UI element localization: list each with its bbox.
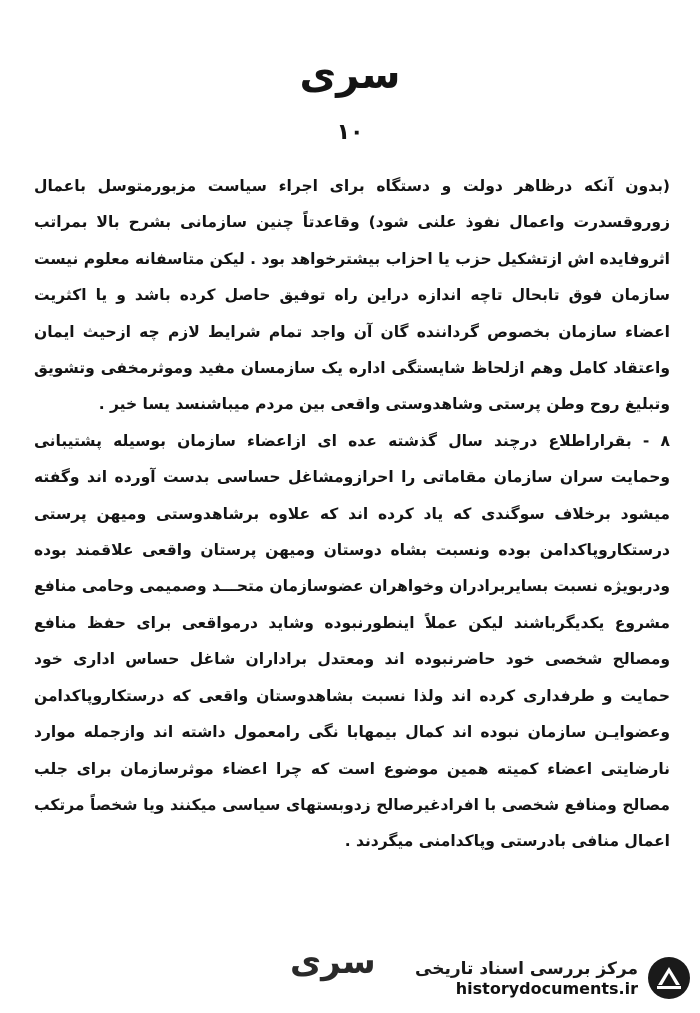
classification-mark-bottom: سری: [290, 942, 376, 982]
document-body: [34, 168, 670, 860]
watermark-text: [415, 959, 638, 998]
archive-watermark: [415, 955, 692, 1001]
paragraph-continued: (بدون آنکه درظاهر دولت و دستگاه برای اجراء سیاست مزبورمتوسل باعمال زوروقسدرت واعمال نفوذ علنی شود) وقاعدتاً چنین سازمانی بشرح بالا بمراتب اثروفایده اش ازتشکیل حزب یا احزاب بیشترخواهد بود . لیکن متاسفانه معلوم نیست سازمان فوق تابحال تاچه اندازه دراین راه توفیق حاصل کرده باشد و یا اکثریت اعضاء سازمان بخصوص گرداننده گان آن واجد تمام شرایط لازم چه ازحیث ایمان واعتقاد کامل وهم ازلحاظ شایستگی اداره یک سازمسان مفید وموثرمخفی وتشویق وتبلیغ روح وطن پرستی وشاهدوستی واقعی بین مردم میباشنسد یسا خیر .: [34, 177, 670, 414]
page-number: ۱۰: [336, 120, 364, 145]
watermark-title: مرکز بررسی اسناد تاریخی: [415, 958, 638, 979]
classification-mark-top: سری: [299, 52, 401, 98]
paragraph-8: ۸ - بقراراطلاع درچند سال گذشته عده ای ازاعضاء سازمان بوسیله پشتیبانی وحمایت سران سازمان مقاماتی را احرازومشاغل حساسی بدست آورده اند وگفته میشود برخلاف سوگندی که یاد کرده اند که علاوه برشاهدوستی ومیهن پرستی درستکاروپاکدامن بوده ونسبت بشاه دوستان ومیهن پرستان واقعی علاقمند بوده ودربویژه نسبت بسایربرادران وخواهران عضوسازمان متحـــد وصمیمی وحامی منافع مشروع یکدیگرباشند لیکن عملاً اینطورنبوده وشاید درمواقعی برای حفظ منافع ومصالح شخصی خود حاضرنبوده اند ومعتدل براداران شاغل حساس اداری خود حمایت و طرفداری کرده اند ولذا نسبت بشاهدوستان واقعی که درستکاروپاکدامن وعضوایـن سازمان نبوده اند کمال بیمهابا نگی رامعمول داشته اند وازجمله موارد نارضایتی اعضاء کمیته همین موضوع است که چرا اعضاء موثرسازمان برای جلب مصالح ومنافع شخصی با افرادغیرصالح زدوبستهای سیاسی میکنند ویا شخصاً مرتکب اعمال منافی بادرستی وپاکدامنی میگردند .: [34, 431, 670, 851]
watermark-url: historydocuments.ir: [455, 978, 638, 998]
archive-logo-icon: [646, 955, 692, 1001]
